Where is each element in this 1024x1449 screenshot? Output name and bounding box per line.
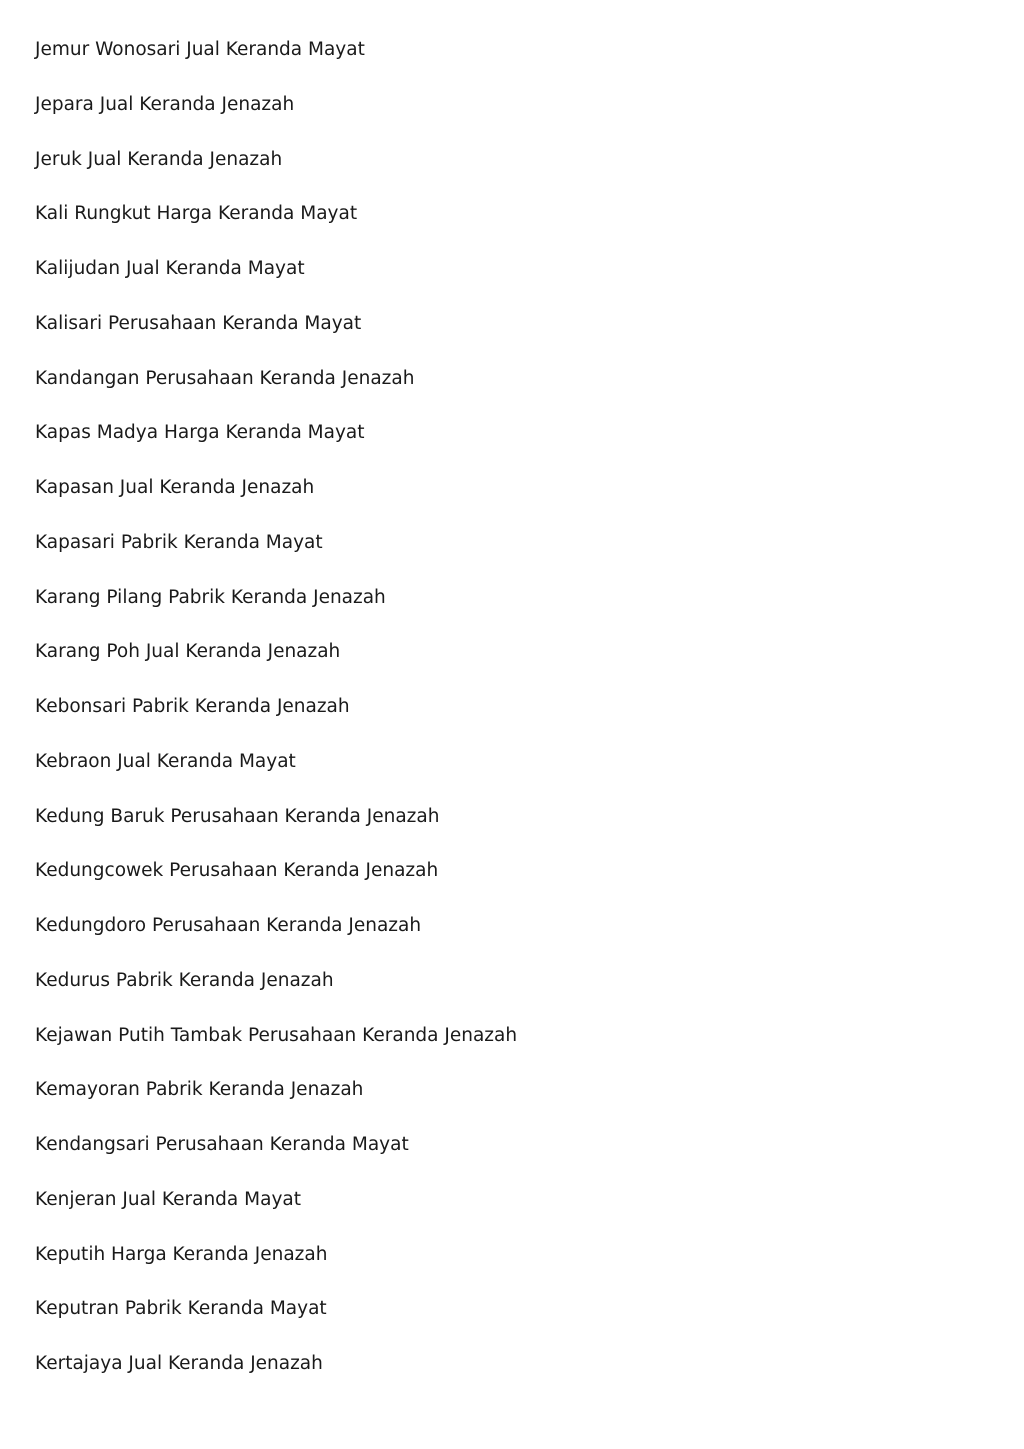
text-line: Kejawan Putih Tambak Perusahaan Keranda Jenazah [35, 1024, 518, 1046]
text-line: Karang Pilang Pabrik Keranda Jenazah [35, 586, 386, 608]
text-line: Kebraon Jual Keranda Mayat [35, 750, 296, 772]
text-line: Kalijudan Jual Keranda Mayat [35, 258, 305, 279]
text-line: Keputih Harga Keranda Jenazah [35, 1243, 328, 1265]
text-line: Jemur Wonosari Jual Keranda Mayat [35, 39, 365, 60]
text-line: Kapas Madya Harga Keranda Mayat [35, 422, 365, 444]
text-line: Kemayoran Pabrik Keranda Jenazah [35, 1079, 364, 1101]
text-line: Keputran Pabrik Keranda Mayat [35, 1298, 327, 1320]
text-line: Jeruk Jual Keranda Jenazah [35, 148, 283, 170]
text-line: Kertajaya Jual Keranda Jenazah [35, 1353, 323, 1374]
text-line: Jepara Jual Keranda Jenazah [35, 93, 295, 115]
text-line: Kapasan Jual Keranda Jenazah [35, 477, 315, 498]
text-line: Kalisari Perusahaan Keranda Mayat [35, 312, 362, 334]
text-line: Kedungdoro Perusahaan Keranda Jenazah [35, 915, 422, 936]
text-line: Kebonsari Pabrik Keranda Jenazah [35, 696, 350, 717]
text-line: Kandangan Perusahaan Keranda Jenazah [35, 367, 415, 389]
text-line-list [35, 37, 517, 1406]
text-line: Kali Rungkut Harga Keranda Mayat [35, 203, 358, 225]
text-line: Kendangsari Perusahaan Keranda Mayat [35, 1134, 409, 1155]
text-line: Kenjeran Jual Keranda Mayat [35, 1188, 301, 1210]
text-line: Kedurus Pabrik Keranda Jenazah [35, 969, 334, 991]
text-line: Kapasari Pabrik Keranda Mayat [35, 531, 323, 553]
text-line: Karang Poh Jual Keranda Jenazah [35, 641, 341, 663]
text-line: Kedung Baruk Perusahaan Keranda Jenazah [35, 805, 440, 827]
text-line: Kedungcowek Perusahaan Keranda Jenazah [35, 860, 439, 882]
